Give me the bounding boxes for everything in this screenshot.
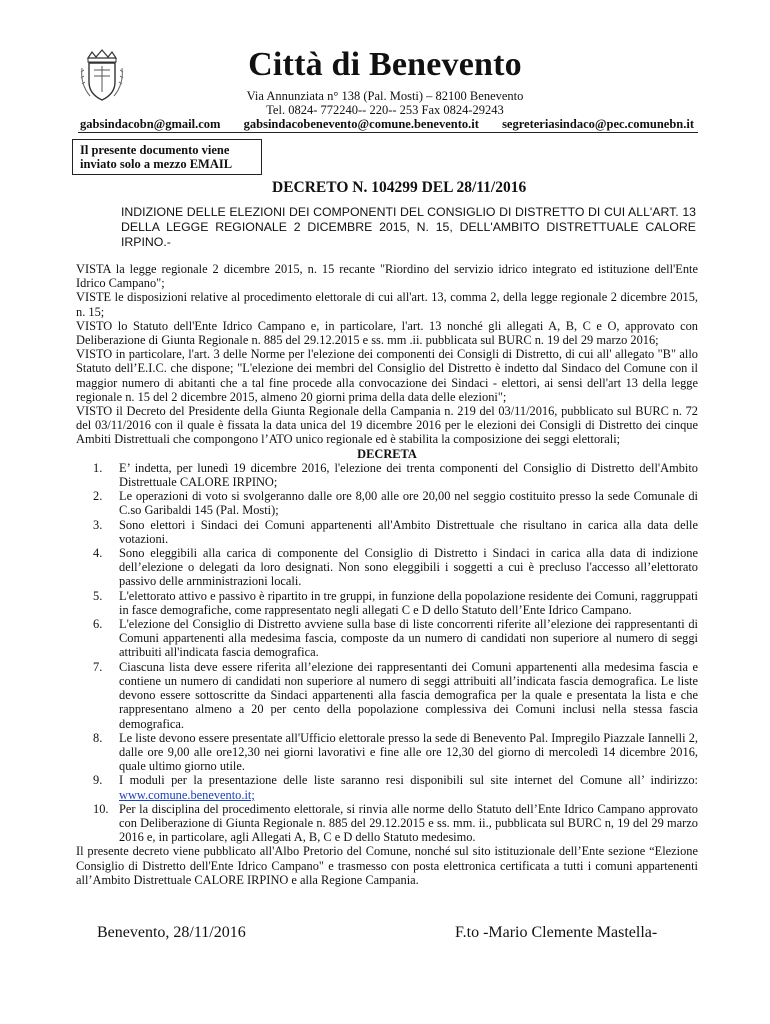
list-item xyxy=(76,518,698,546)
email-gmail: gabsindacobn@gmail.com xyxy=(80,117,221,131)
item-text: L'elezione del Consiglio di Distretto avviene sulla base di liste concorrenti riferite all’elezione dei rappresentanti di Comuni appartenenti alla medesima fascia, composte da un numero di candidati non superiore al numero di seggi attribuiti all'indicata fascia demografica. xyxy=(119,617,698,660)
email-notice-box: Il presente documento viene inviato solo a mezzo EMAIL xyxy=(72,139,262,175)
decree-title: DECRETO N. 104299 DEL 28/11/2016 xyxy=(272,179,527,196)
list-item xyxy=(76,660,698,731)
preamble-paragraph: VISTE le disposizioni relative al procedimento elettorale di cui all'art. 13, comma 2, della legge regionale 2 dicembre 2015, n. 15; xyxy=(76,290,698,319)
preamble-paragraph: VISTO in particolare, l'art. 3 delle Norme per l'elezione dei componenti dei Consigli di Distretto, di cui all' allegato "B" allo Statuto dell’E.I.C. che dispone; "L'elezione dei membri del Consiglio del Distretto è indetto dal Sindaco del Comune con il maggior numero di abitanti che a tal fine procede alla convocazione dei Sindaci - elettori, ai sensi dell'art 13 della legge regionale n. 15 del 2 dicembre 2015, almeno 20 giorni prima della data delle elezioni"; xyxy=(76,347,698,404)
item-number: 2. xyxy=(93,489,103,504)
comune-website-link[interactable]: www.comune.benevento.it; xyxy=(119,787,255,802)
item-text: E’ indetta, per lunedì 19 dicembre 2016, l'elezione dei trenta componenti del Consiglio di Distretto dell'Ambito Distrettuale CALORE IRPINO; xyxy=(119,460,698,490)
list-item xyxy=(76,461,698,489)
email-row xyxy=(80,117,694,132)
item-text: Le liste devono essere presentate all'Ufficio elettorale presso la sede di Benevento Pal. Impregilo Piazzale Iannelli 2, dalle ore 9,00 alle ore12,30 nei giorni lavorativi e fine alle ore 12,30 del giorno di mercoledì 14 dicembre 2016, quale ultimo giorno utile. xyxy=(119,730,698,774)
item-number: 1. xyxy=(93,460,103,475)
list-item xyxy=(76,773,698,801)
decree-subject: INDIZIONE DELLE ELEZIONI DEI COMPONENTI DEL CONSIGLIO DI DISTRETTO DI CUI ALL'ART. 13 DELLA LEGGE REGIONALE 2 DICEMBRE 2015, N. 15, DELL'AMBITO DISTRETTUALE CALORE IRPINO.- xyxy=(121,205,696,249)
list-item xyxy=(76,589,698,617)
phone-fax-line: Tel. 0824- 772240-- 220-- 253 Fax 0824-29243 xyxy=(266,103,504,117)
item-text: I moduli per la presentazione delle liste saranno resi disponibili sul site internet del Comune all’ indirizzo: xyxy=(119,773,698,788)
list-item xyxy=(76,802,698,845)
list-item xyxy=(76,546,698,589)
address-line: Via Annunziata n° 138 (Pal. Mosti) – 82100 Benevento xyxy=(246,89,524,103)
item-number: 7. xyxy=(93,659,103,674)
item-number: 8. xyxy=(93,730,103,745)
signature: F.to -Mario Clemente Mastella- xyxy=(455,924,658,941)
decree-items xyxy=(76,461,698,844)
list-item xyxy=(76,489,698,517)
email-comune: gabsindacobenevento@comune.benevento.it xyxy=(243,117,479,131)
preamble-paragraph: VISTO lo Statuto dell'Ente Idrico Campano e, in particolare, l'art. 13 nonché gli allegati A, B, C e O, approvato con Deliberazione di Giunta Regionale n. 885 del 29.12.2015 e ss. mm .ii. pubblicata sul BURC n. 19 del 29 marzo 2016; xyxy=(76,318,698,348)
item-text: Sono elettori i Sindaci dei Comuni appartenenti all'Ambito Distrettuale che risultano in carica alla data delle votazioni. xyxy=(119,517,698,546)
preamble-paragraph: VISTA la legge regionale 2 dicembre 2015, n. 15 recante "Riordino del servizio idrico integrato ed istituzione dell'Ente Idrico Campano"; xyxy=(76,262,698,291)
place-date: Benevento, 28/11/2016 xyxy=(97,924,246,941)
item-text: Sono eleggibili alla carica di componente del Consiglio di Distretto i Sindaci in carica alla data di indizione dell’elezione o delegati da loro designati. Non sono eleggibili i soggetti a cui è precluso l'accesso all’elettorato passivo delle arnministrazioni locali. xyxy=(119,546,698,589)
closing-paragraph: Il presente decreto viene pubblicato all'Albo Pretorio del Comune, nonché sul sito istituzionale dell’Ente sezione “Elezione Consiglio di Distretto dell'Ente Idrico Campano" e trasmesso con posta elettronica certificata a tutti i comuni appartenenti all’Ambito Distrettuale CALORE IRPINO e alla Regione Campania. xyxy=(76,844,698,887)
item-number: 9. xyxy=(93,773,103,788)
item-text: L'elettorato attivo e passivo è ripartito in tre gruppi, in funzione della popolazione residente dei Comuni, raggruppati in fasce demografiche, come rappresentato negli allegati C e D dello Statuto dell’Ente Idrico Campano. xyxy=(119,588,698,617)
preamble-paragraph: VISTO il Decreto del Presidente della Giunta Regionale della Campania n. 219 del 03/11/2016, pubblicato sul BURC n. 72 del 03/11/2016 con il quale è fissata la data unica del 19 dicembre 2016 per le elezioni dei Consigli di Distretto dei cinque Ambiti Distrettuali che compongono l’ATO unico regionale ed è stabilita la composizione dei seggi elettorali; xyxy=(76,404,698,447)
item-text: Le operazioni di voto si svolgeranno dalle ore 8,00 alle ore 20,00 nel seggio costituito presso la sede Comunale di C.so Garibaldi 145 (Pal. Mosti); xyxy=(119,489,698,518)
decree-body xyxy=(76,262,698,887)
item-number: 3. xyxy=(93,517,103,532)
city-title: Città di Benevento xyxy=(248,46,522,83)
item-number: 6. xyxy=(93,617,103,632)
header-divider xyxy=(78,132,698,133)
list-item xyxy=(76,617,698,660)
item-text: Per la disciplina del procedimento elettorale, si rinvia alle norme dello Statuto dell’Ente Idrico Campano approvato con Deliberazione di Giunta Regionale n. 885 del 29.12.2015 e ss. mm. ii., pubblicata sul BURC n, 19 del 29 marzo 2016 e, in particolare, agli Allegati A, B, C e D dello Statuto medesimo. xyxy=(119,801,698,845)
item-number: 10. xyxy=(93,801,109,816)
email-pec: segreteriasindaco@pec.comunebn.it xyxy=(502,117,694,131)
list-item xyxy=(76,731,698,774)
item-number: 5. xyxy=(93,588,103,603)
decreta-heading: DECRETA xyxy=(357,446,417,461)
item-number: 4. xyxy=(93,546,103,561)
item-text: Ciascuna lista deve essere riferita all’elezione dei rappresentanti dei Comuni appartenenti alla medesima fascia e contiene un numero di candidati non superiore al numero di seggi attribuiti all’indicata fascia demografica. Le liste devono essere sottoscritte da Sindaci appartenenti alla fascia demografica per la quale e presentata la lista e che rappresentano almeno a 20 per cento della popolazione complessiva dei Comuni inclusi nella stessa fascia demografica. xyxy=(119,659,698,731)
